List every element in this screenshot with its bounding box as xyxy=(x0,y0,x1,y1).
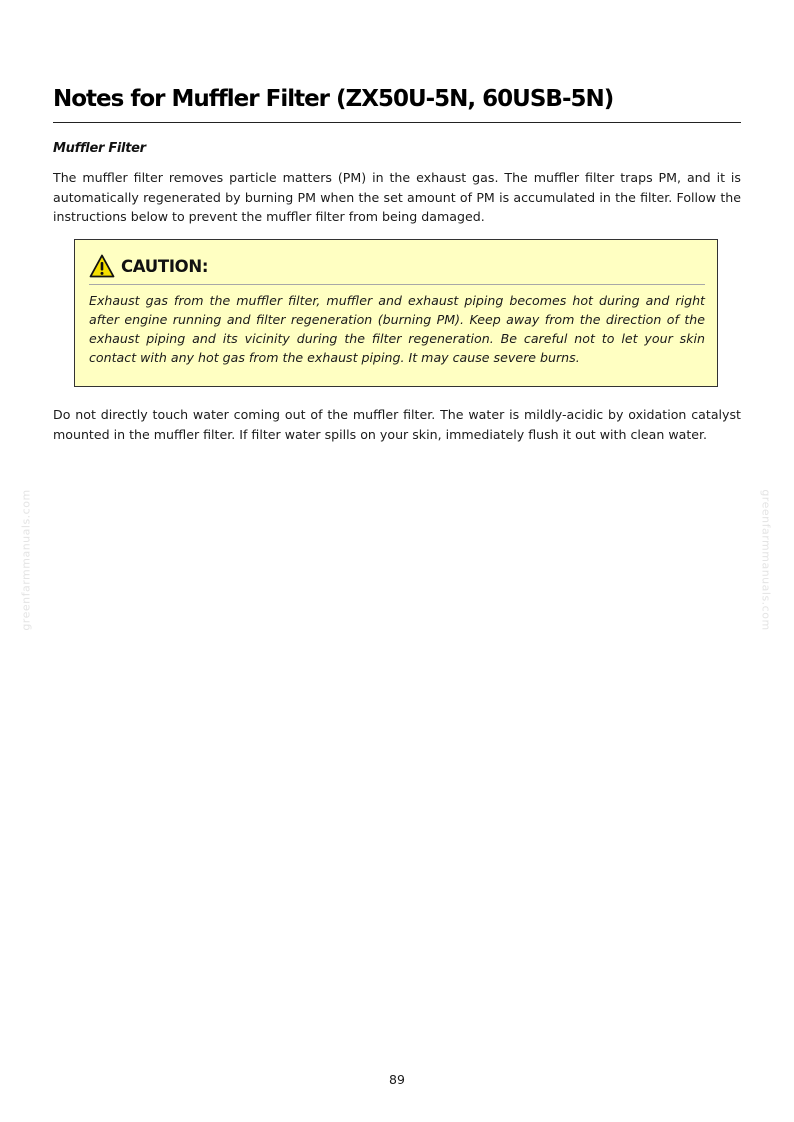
section-heading: Muffler Filter xyxy=(53,141,146,156)
watermark-right: greenfarmmanuals.com xyxy=(759,489,773,631)
intro-paragraph: The muffler filter removes particle matters (PM) in the exhaust gas. The muffler filter traps PM, and it is automatically regenerated by burning PM when the set amount of PM is accumulated in the filter. Follow the instructions below to prevent the muffler filter from being damaged. xyxy=(53,170,741,224)
caution-divider xyxy=(89,284,705,285)
caution-header xyxy=(89,252,208,280)
page-number: 89 xyxy=(389,1072,405,1087)
note-paragraph: Do not directly touch water coming out of the muffler filter. The water is mildly-acidic by oxidation catalyst mounted in the muffler filter. If filter water spills on your skin, immediately flush it out with clean water. xyxy=(53,407,741,442)
page-title: Notes for Muffler Filter (ZX50U-5N, 60USB-5N) xyxy=(53,86,614,112)
watermark-left: greenfarmmanuals.com xyxy=(19,489,33,631)
caution-title: CAUTION: xyxy=(121,256,209,276)
title-divider xyxy=(53,122,741,123)
caution-box xyxy=(74,239,718,387)
caution-text: Exhaust gas from the muffler filter, muffler and exhaust piping becomes hot during and right after engine running and filter regeneration (burning PM). Keep away from the direction of the exhaust piping and its vicinity during the filter regeneration. Be careful not to let your skin contact with any hot gas from the exhaust piping. It may cause severe burns. xyxy=(89,293,705,365)
warning-triangle-icon xyxy=(89,254,115,278)
